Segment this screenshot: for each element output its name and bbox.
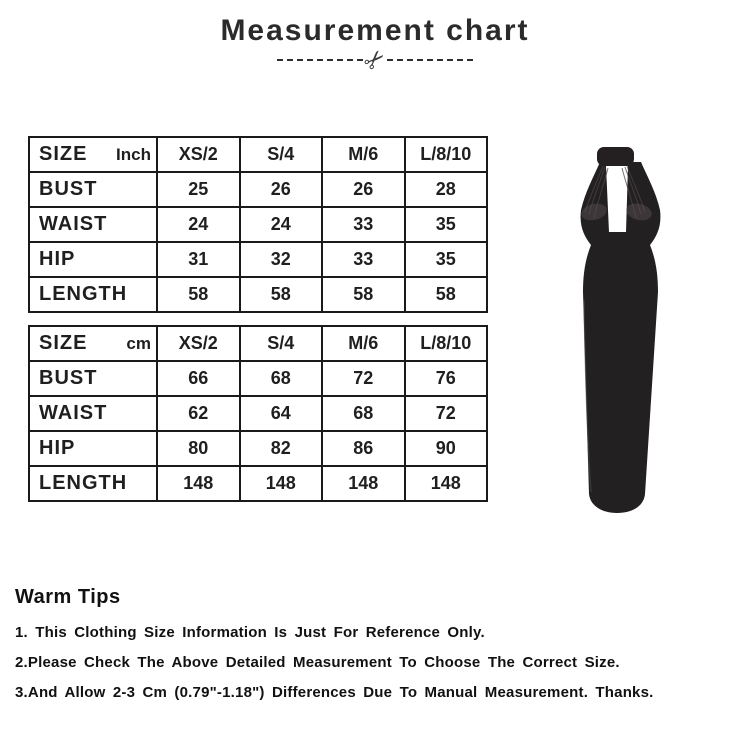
column-header: XS/2	[157, 137, 240, 172]
row-label: WAIST	[29, 396, 157, 431]
table-cell: 68	[240, 361, 323, 396]
table-row	[29, 277, 487, 312]
table-cell: 58	[322, 277, 405, 312]
dashed-line-right	[387, 59, 473, 61]
table-cell: 31	[157, 242, 240, 277]
table-cell: 35	[405, 242, 488, 277]
table-cell: 148	[405, 466, 488, 501]
size-tables	[28, 136, 488, 502]
table-cell: 25	[157, 172, 240, 207]
table-row	[29, 361, 487, 396]
table-cell: 58	[240, 277, 323, 312]
column-header: S/4	[240, 326, 323, 361]
dashed-line-left	[277, 59, 363, 61]
table-cell: 82	[240, 431, 323, 466]
table-cell: 72	[405, 396, 488, 431]
table-header-row	[29, 137, 487, 172]
table-cell: 76	[405, 361, 488, 396]
size-header-label: SIZE	[39, 143, 88, 165]
table-cell: 24	[240, 207, 323, 242]
table-cell: 58	[157, 277, 240, 312]
black-halter-maxi-dress-image	[548, 120, 718, 520]
table-cell: 148	[240, 466, 323, 501]
title-divider	[0, 44, 750, 76]
table-row	[29, 466, 487, 501]
warm-tips-section	[15, 586, 735, 713]
column-header: L/8/10	[405, 137, 488, 172]
table-row	[29, 431, 487, 466]
table-row	[29, 396, 487, 431]
table-cell: 68	[322, 396, 405, 431]
warm-tips-heading: Warm Tips	[15, 586, 121, 608]
table-cell: 58	[405, 277, 488, 312]
row-label: HIP	[29, 431, 157, 466]
table-cell: 86	[322, 431, 405, 466]
size-table-inch	[28, 136, 488, 313]
table-cell: 26	[240, 172, 323, 207]
column-header: M/6	[322, 137, 405, 172]
table-cell: 80	[157, 431, 240, 466]
table-header-row	[29, 326, 487, 361]
row-label: BUST	[29, 361, 157, 396]
table-cell: 33	[322, 207, 405, 242]
table-cell: 28	[405, 172, 488, 207]
warm-tip-2: 2.Please Check The Above Detailed Measurement To Choose The Correct Size.	[15, 654, 620, 671]
table-cell: 33	[322, 242, 405, 277]
row-label: BUST	[29, 172, 157, 207]
row-label: LENGTH	[29, 466, 157, 501]
table-cell: 148	[157, 466, 240, 501]
column-header: S/4	[240, 137, 323, 172]
table-cell: 64	[240, 396, 323, 431]
table-cell: 26	[322, 172, 405, 207]
unit-label: cm	[126, 333, 151, 353]
scissors-icon: ✂	[357, 42, 392, 77]
size-table-cm	[28, 325, 488, 502]
table-cell: 90	[405, 431, 488, 466]
table-cell: 24	[157, 207, 240, 242]
table-cell: 72	[322, 361, 405, 396]
table-cell: 66	[157, 361, 240, 396]
table-cell: 35	[405, 207, 488, 242]
table-cell: 32	[240, 242, 323, 277]
row-label: LENGTH	[29, 277, 157, 312]
column-header: M/6	[322, 326, 405, 361]
table-cell: 148	[322, 466, 405, 501]
column-header: XS/2	[157, 326, 240, 361]
table-row	[29, 172, 487, 207]
size-unit-header-cell	[29, 137, 157, 172]
warm-tip-1: 1. This Clothing Size Information Is Just For Reference Only.	[15, 624, 485, 641]
table-cell: 62	[157, 396, 240, 431]
column-header: L/8/10	[405, 326, 488, 361]
size-unit-header-cell	[29, 326, 157, 361]
row-label: WAIST	[29, 207, 157, 242]
size-header-label: SIZE	[39, 332, 88, 354]
row-label: HIP	[29, 242, 157, 277]
unit-label: Inch	[116, 144, 151, 164]
table-row	[29, 242, 487, 277]
warm-tip-3: 3.And Allow 2-3 Cm (0.79"-1.18") Differences Due To Manual Measurement. Thanks.	[15, 684, 654, 701]
page-title: Measurement chart	[220, 14, 530, 47]
table-row	[29, 207, 487, 242]
